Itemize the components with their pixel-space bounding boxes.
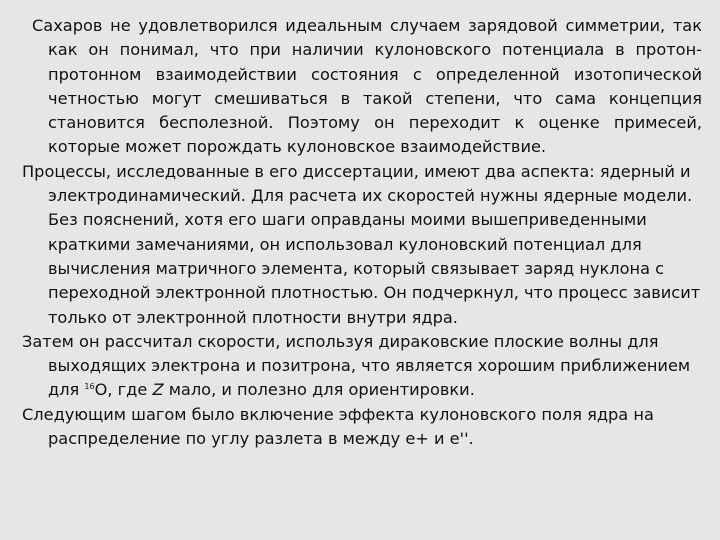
isotope-element-text: O, где bbox=[94, 380, 153, 400]
paragraph-dissertation-processes: Процессы, исследованные в его диссертации, имеют два аспекта: ядерный и электродинамический. Для расчета их скоростей нужны ядерные модели. Без пояснений, хотя его шаги оправданы моими вышеприведенными краткими замечаниями, он использовал кулоновский потенциал для вычисления матричного элемента, который связывает заряд нуклона с переходной электронной плотностью. Он подчеркнул, что процесс зависит только от электронной плотности внутри ядра. bbox=[22, 161, 701, 327]
paragraph-charge-symmetry: Сахаров не удовлетворился идеальным случаем зарядовой симметрии, так как он понимал, что при наличии кулоновского потенциала в протон-протонном взаимодействии состояния с определенной изотопической четностью могут смешиваться в такой степени, что сама концепция становится бесполезной. Поэтому он переходит к оценке примесей, которые может порождать кулоновское взаимодействие. bbox=[32, 16, 702, 157]
paragraph-dirac-waves bbox=[22, 330, 702, 403]
paragraph-dirac-waves-tail: мало, и полезно для ориентировки. bbox=[163, 380, 475, 400]
atomic-number-symbol: Z bbox=[152, 380, 164, 400]
paragraph-dirac-waves-text: Затем он рассчитал скорости, используя дираковские плоские волны для выходящих электрона и позитрона, что является хорошим приближением для bbox=[22, 331, 691, 400]
paragraph-coulomb-field: Следующим шагом было включение эффекта кулоновского поля ядра на распределение по углу разлета в между е+ и е''. bbox=[22, 404, 654, 449]
isotope-mass-number: 16 bbox=[84, 382, 95, 392]
